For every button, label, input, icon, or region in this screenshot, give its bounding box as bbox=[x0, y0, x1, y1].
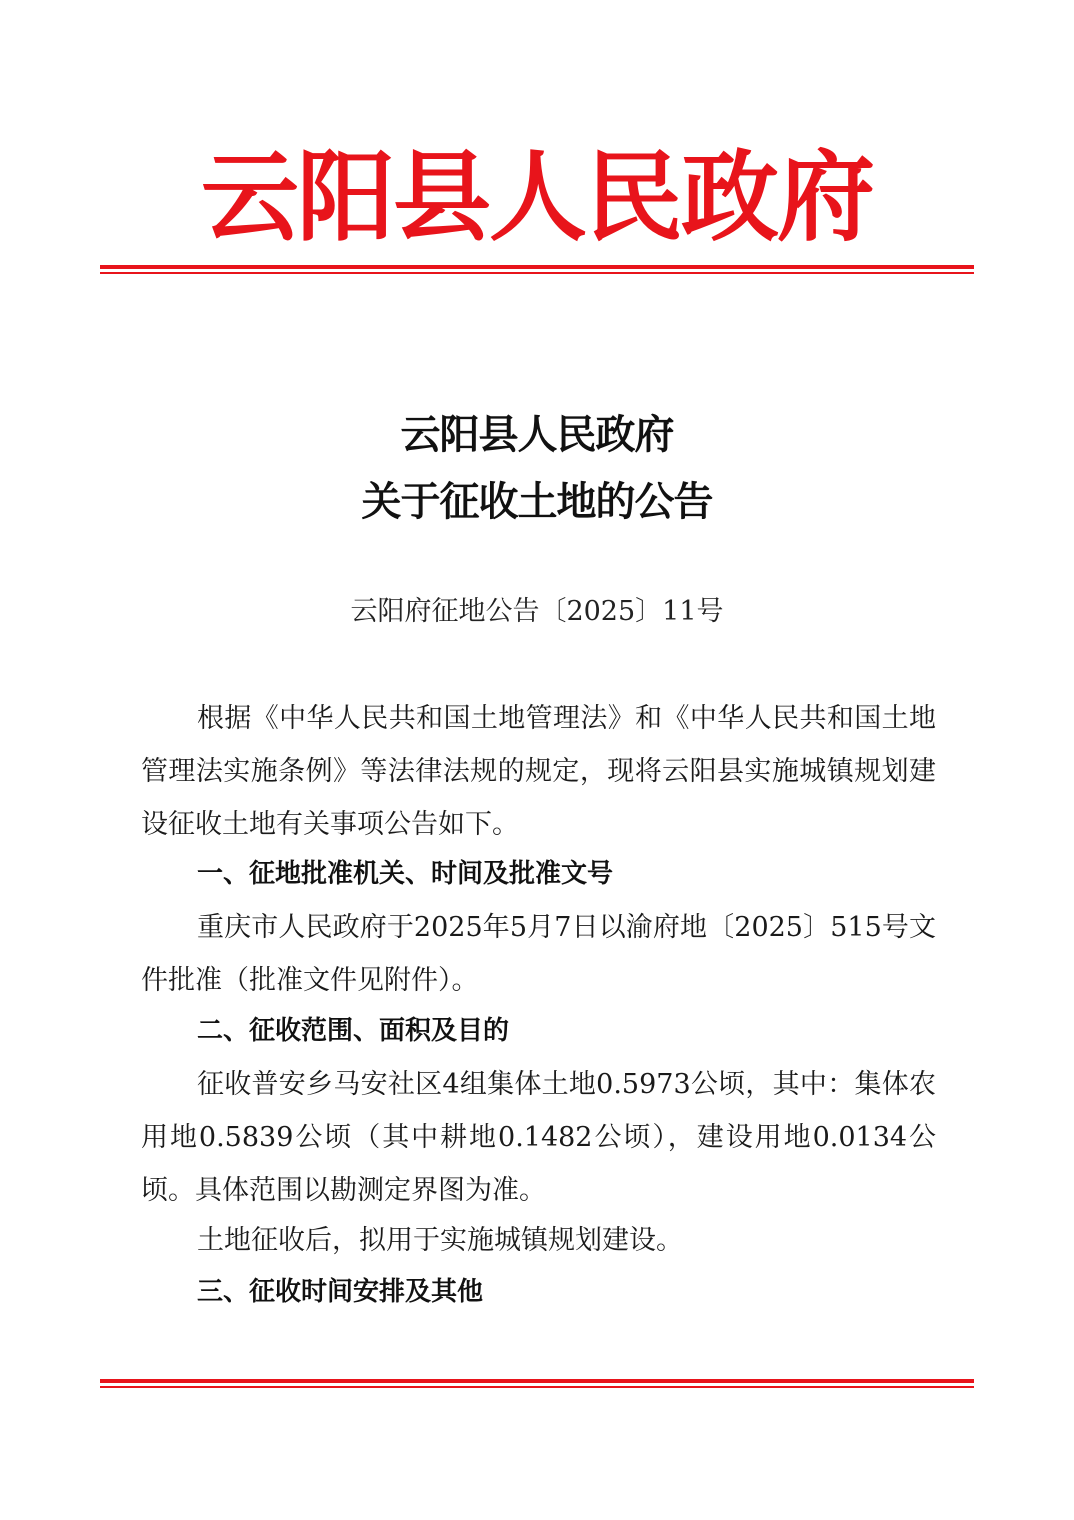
section-2-paragraph-1: 征收普安乡马安社区4组集体土地0.5973公顷，其中：集体农用地0.5839公顷（其中耕地0.1482公顷），建设用地0.0134公顷。具体范围以勘测定界图为准。 bbox=[141, 1069, 936, 1206]
masthead-red-rule bbox=[100, 265, 974, 276]
section-2-paragraph-2: 土地征收后，拟用于实施城镇规划建设。 bbox=[197, 1225, 683, 1256]
section-1-paragraph: 重庆市人民政府于2025年5月7日以渝府地〔2025〕515号文件批准（批准文件见附件）。 bbox=[141, 912, 936, 996]
document-title-line-2: 关于征收土地的公告 bbox=[361, 478, 713, 525]
intro-paragraph: 根据《中华人民共和国土地管理法》和《中华人民共和国土地管理法实施条例》等法律法规的规定，现将云阳县实施城镇规划建设征收土地有关事项公告如下。 bbox=[141, 703, 936, 840]
document-title-line-1: 云阳县人民政府 bbox=[400, 411, 674, 458]
document-number: 云阳府征地公告〔2025〕11号 bbox=[350, 596, 724, 627]
section-3-heading: 三、征收时间安排及其他 bbox=[197, 1277, 484, 1307]
masthead-organization-name: 云阳县人民政府 bbox=[200, 140, 873, 255]
section-1-heading: 一、征地批准机关、时间及批准文号 bbox=[197, 859, 614, 889]
footer-red-rule bbox=[100, 1379, 974, 1390]
section-2-heading: 二、征收范围、面积及目的 bbox=[197, 1016, 510, 1046]
